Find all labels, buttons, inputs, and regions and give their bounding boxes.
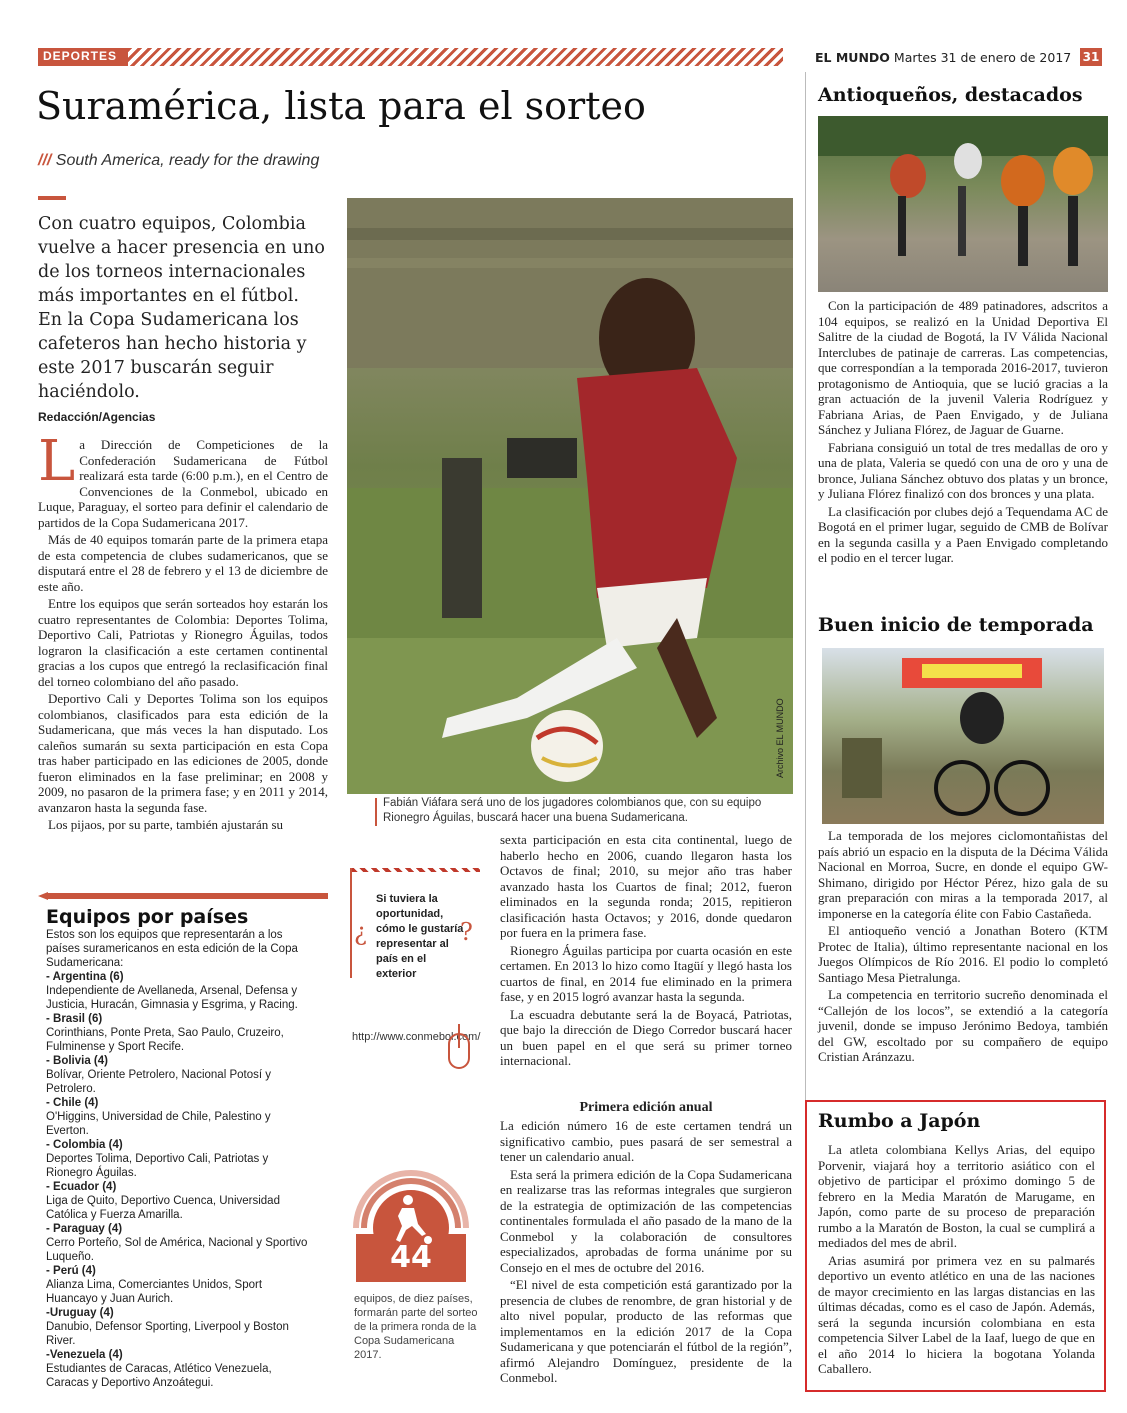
paper-name: EL MUNDO — [815, 50, 890, 65]
paragraph: Deportivo Cali y Deportes Tolima son los equipos colombianos, clasificados para esta edición de la Sudamericana, que más veces la han disputado. Los caleños sumarán su sexta participación en esta Copa tras haber participado en las ediciones de 2005, donde fueron eliminados en la fase preliminar; en 2008 y 2009, no pasaron de la primera fase; y en 2011 y 2014, avanzaron hasta la segunda fase. — [38, 691, 328, 815]
story1-body — [818, 298, 1108, 566]
paragraph: El antioqueño venció a Jonathan Botero (KTM Protec de Italia), último representante nacional en los Juegos Olímpicos de Río 2016. El podio lo completó Santiago Mesa Pietralunga. — [818, 923, 1108, 985]
column-1 — [38, 429, 328, 833]
cyclists-illustration — [822, 648, 1104, 824]
subtitle-text: South America, ready for the drawing — [55, 152, 320, 169]
country-teams: Independiente de Avellaneda, Arsenal, Defensa y Justicia, Huracán, Gimnasia y Esgrima, y Racing. — [46, 985, 298, 1011]
paragraph: Entre los equipos que serán sorteados hoy estarán los cuatro representantes de Colombia: Deportes Tolima, Deportivo Cali, Patriotas y Rionegro Águilas, todos lograron la clasificación a este certamen continental gracias a los cupos que entregó la reclasificación final del torneo colombiano del año pasado. — [38, 596, 328, 689]
highlight-box — [805, 1100, 1106, 1392]
soccer-player-illustration — [347, 198, 793, 794]
list-item — [46, 1264, 316, 1306]
caption-accent — [375, 798, 377, 826]
question-text: Si tuviera la oportunidad, cómo le gustaría representar al país en el exterior — [376, 893, 464, 980]
byline: Redacción/Agencias — [38, 410, 156, 424]
stat-badge — [350, 1158, 472, 1288]
mouse-icon — [442, 1022, 476, 1072]
pencil-icon — [38, 892, 338, 900]
column-3b — [500, 1118, 792, 1386]
story3-body — [818, 1142, 1095, 1377]
photo-credit: Archivo EL MUNDO — [775, 698, 785, 778]
lead-accent — [38, 196, 66, 200]
country-teams: Estudiantes de Caracas, Atlético Venezuela, Caracas y Deportivo Anzoátegui. — [46, 1363, 272, 1389]
equipos-title: Equipos por países — [46, 906, 249, 928]
drop-cap: L — [38, 429, 76, 494]
paragraph: Rionegro Águilas participa por cuarta ocasión en este certamen. En 2013 lo hizo como Itagüí y llegó hasta los cuartos de final, en 2014 fue eliminado en la primera fase, y en 2015 logró avanzar hasta la segunda. — [500, 942, 792, 1004]
stat-number: 44 — [390, 1240, 432, 1275]
paragraph: Fabriana consiguió un total de tres medallas de oro y una de plata, Valeria se quedó con una de oro y una de bronce, Juliana Sánchez obtuvo dos platas y un bronce, y Juliana Flórez finalizó con dos bronces y una plata. — [818, 439, 1108, 501]
paragraph — [38, 429, 328, 530]
country-teams: Alianza Lima, Comerciantes Unidos, Sport Huancayo y Juan Aurich. — [46, 1279, 263, 1305]
list-item — [46, 1054, 316, 1096]
list-item — [46, 1306, 316, 1348]
story2-body — [818, 828, 1108, 1065]
paragraph: La edición número 16 de este certamen tendrá un significativo cambio, pues pasará de ser semestral a tener un calendario anual. — [500, 1118, 792, 1164]
skaters-illustration — [818, 116, 1108, 292]
paragraph: La temporada de los mejores ciclomontañistas del país abrió un espacio en la disputa de la Décima Válida Nacional en Morroa, Sucre, en donde el equipo GW-Shimano, dirigido por Héctor Pérez, hizo gala de su gran preparación con miras a la temporada 2017, al imponerse en la categoría élite con Fabio Castañeda. — [818, 828, 1108, 921]
lead-paragraph: Con cuatro equipos, Colombia vuelve a hacer presencia en uno de los torneos internacionales más importantes en el fútbol. En la Copa Sudamericana los cafeteros han hecho historia y este 2017 buscarán seguir haciéndolo. — [38, 214, 325, 402]
page-number: 31 — [1080, 48, 1102, 66]
country-name: - Brasil (6) — [46, 1013, 103, 1025]
photo-credit-wrap — [773, 678, 787, 778]
list-item — [46, 1222, 316, 1264]
country-name: - Ecuador (4) — [46, 1181, 117, 1193]
country-teams: Danubio, Defensor Sporting, Liverpool y Boston River. — [46, 1321, 289, 1347]
country-name: - Colombia (4) — [46, 1139, 123, 1151]
country-name: - Paraguay (4) — [46, 1223, 123, 1235]
paragraph: “El nivel de esta competición está garantizado por la presencia de clubes de renombre, de gran historial y de alto nivel popular, producto de las reformas que implementamos en la edición 2017 de la Copa Sudamericana y que potenciarán el fútbol de la región”, afirmó Alejandro Domínguez, presidente de la Conmebol. — [500, 1277, 792, 1385]
skating-photo — [818, 116, 1108, 292]
section-stripes — [128, 48, 783, 66]
country-name: - Bolivia (4) — [46, 1055, 108, 1067]
pencil-divider — [38, 885, 338, 893]
country-teams: Liga de Quito, Deportivo Cuenca, Universidad Católica y Fuerza Amarilla. — [46, 1195, 280, 1221]
column-3 — [500, 832, 792, 1069]
subtitle-marks: /// — [38, 152, 52, 169]
paragraph: Esta será la primera edición de la Copa Sudamericana en realizarse tras las reformas integrales que surgieron de la estrategia de optimización de las competencias continentales formulada el año pasado de la mano de la Conmebol y la colaboración de consultores especializados, aprobadas de forma unánime por su Consejo en el mes de octubre del 2016. — [500, 1166, 792, 1275]
headline: Suramérica, lista para el sorteo — [36, 84, 646, 128]
section-tag: DEPORTES — [43, 49, 118, 63]
equipos-intro: Estos son los equipos que representarán a los países suramericanos en esta edición de la Copa Sudamericana: — [46, 929, 298, 969]
masthead — [815, 50, 1071, 65]
list-item — [46, 1012, 316, 1054]
url-link[interactable]: http://www.conmebol.com/ — [352, 1031, 481, 1043]
question-close-mark: ? — [460, 918, 473, 946]
list-item — [46, 1348, 316, 1390]
paragraph: La escuadra debutante será la de Boyacá, Patriotas, que bajo la dirección de Diego Corredor buscará hacer un buen papel en el que será su primer torneo internacional. — [500, 1006, 792, 1068]
list-item — [46, 970, 316, 1012]
country-name: -Venezuela (4) — [46, 1349, 123, 1361]
country-name: - Chile (4) — [46, 1097, 99, 1109]
question-box — [350, 868, 480, 978]
stat-text: equipos, de diez países, formarán parte del sorteo de la primera ronda de la Copa Sudamericana 2017. — [354, 1293, 478, 1361]
cycling-photo — [822, 648, 1104, 824]
country-name: - Argentina (6) — [46, 971, 124, 983]
country-teams: O'Higgins, Universidad de Chile, Palestino y Everton. — [46, 1111, 271, 1137]
equipos-list — [46, 928, 316, 1390]
question-open-mark: ¿ — [354, 918, 367, 946]
country-teams: Bolívar, Oriente Petrolero, Nacional Potosí y Petrolero. — [46, 1069, 271, 1095]
list-item — [46, 1138, 316, 1180]
country-teams: Corinthians, Ponte Preta, Sao Paulo, Cruzeiro, Fulminense y Sport Recife. — [46, 1027, 284, 1053]
paragraph: La clasificación por clubes dejó a Tequendama AC de Bogotá en el primer lugar, seguido de CMB de Bolívar en la segunda casilla y a Paen Envigado completando el podio en el tercer lugar. — [818, 503, 1108, 565]
country-teams: Deportes Tolima, Deportivo Cali, Patriotas y Rionegro Águilas. — [46, 1153, 269, 1179]
masthead-date: Martes 31 de enero de 2017 — [893, 50, 1072, 65]
country-name: - Perú (4) — [46, 1265, 96, 1277]
story3-title: Rumbo a Japón — [818, 1110, 981, 1132]
paragraph-text: a Dirección de Competiciones de la Confederación Sudamericana de Fútbol realizará esta tarde (6:00 p.m.), en el Centro de Convenciones de la Conmebol, ubicado en Luque, Paraguay, el sorteo para definir el calendario de partidos de la Copa Sudamericana 2017. — [38, 437, 328, 530]
paragraph: sexta participación en esta cita continental, luego de haberlo hecho en 2006, cuando llegaron hasta los Octavos de final; 2010, su mejor año tras haber avanzado hasta los Cuartos de final; 2012, fueron eliminados en la segunda ronda; 2015, repitieron clasificación hasta Octavos; y 2016, donde quedaron por fuera en la primera fase. — [500, 832, 792, 940]
main-photo — [347, 198, 793, 794]
subhead: Primera edición anual — [579, 1100, 713, 1115]
paragraph: Los pijaos, por su parte, también ajustarán su — [48, 817, 284, 832]
paragraph: Con la participación de 489 patinadores, adscritos a 104 equipos, se realizó en la Unidad Deportiva El Salitre de la ciudad de Bogotá, la IV Válida Nacional Interclubes de patinaje de carreras. Las competencias, que correspondían a la temporada 2016-2017, tuvieron protagonismo de Antioquia, que se lució gracias a la gran actuación de la juvenil Valeria Rodríguez y Fabriana Arias, de Paen Envigado, y de Juliana Sánchez y Juliana Flórez, de Jaguar de Guarne. — [818, 298, 1108, 437]
story2-title: Buen inicio de temporada — [818, 614, 1094, 636]
paragraph: Más de 40 equipos tomarán parte de la primera etapa de esta competencia de clubes sudamericanos, que se disputará entre el 28 de febrero y el 13 de diciembre de este año. — [38, 532, 328, 594]
paragraph: La atleta colombiana Kellys Arias, del equipo Porvenir, viajará hoy a territorio asiático con el objetivo de participar el próximo domingo 5 de febrero en la Media Maratón de Marugame, en Japón, como parte de su proceso de preparación rumbo a la Maratón de Boston, la cual se cumplirá a mediados del mes de abril. — [818, 1142, 1095, 1250]
list-item — [46, 1180, 316, 1222]
question-stripe — [352, 868, 480, 872]
paragraph: Arias asumirá por primera vez en su palmarés deportivo un evento atlético en una de las naciones de mayor crecimiento en las largas distancias en las últimas décadas, como es el caso de Japón. Además, será la segunda incursión colombiana en esta competencia Silver Label de la Iaaf, luego de que en el año 2014 lo hiciera la bogotana Yolanda Caballero. — [818, 1252, 1095, 1376]
section-bar — [38, 48, 783, 66]
story1-title: Antioqueños, destacados — [818, 84, 1083, 106]
photo-caption: Fabián Viáfara será uno de los jugadores colombianos que, con su equipo Rionegro Águilas, buscará hacer una buena Sudamericana. — [383, 797, 762, 824]
list-item — [46, 1096, 316, 1138]
country-teams: Cerro Porteño, Sol de América, Nacional y Sportivo Luqueño. — [46, 1237, 308, 1263]
country-name: -Uruguay (4) — [46, 1307, 114, 1319]
paragraph: La competencia en territorio sucreño denominada el “Callejón de los locos”, se extendió a la categoría juvenil, donde se impuso Jerónimo Bedoya, también del GW, escoltado por su compañero de equipo Cristian Aránzazu. — [818, 987, 1108, 1064]
subtitle — [38, 152, 319, 170]
